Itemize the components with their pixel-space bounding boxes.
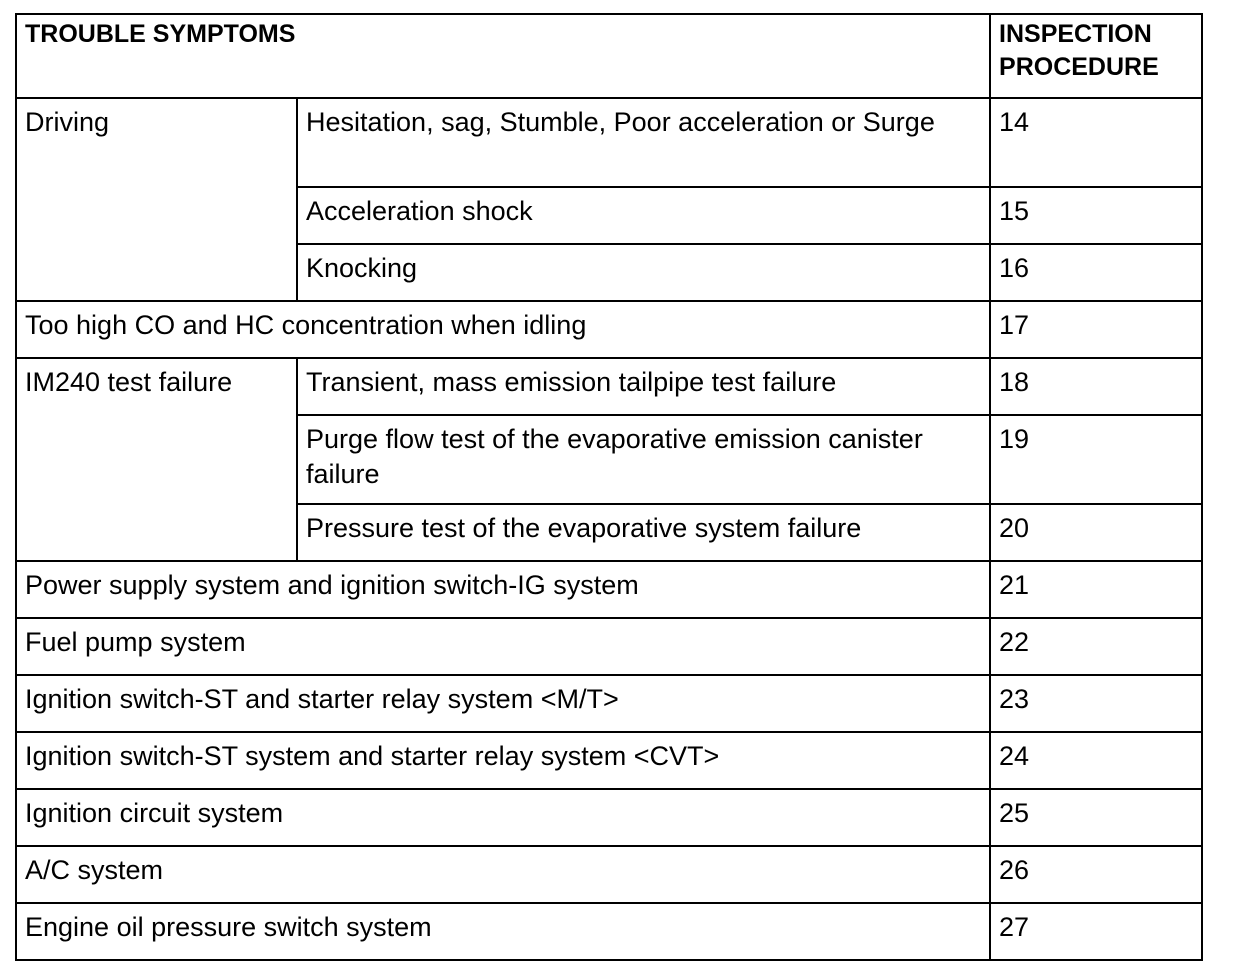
table-row [16,98,1202,187]
procedure-cell: 22 [990,618,1202,675]
table-row [16,618,1202,675]
symptom-cell: Knocking [297,244,990,301]
table-row [16,675,1202,732]
symptom-cell: Acceleration shock [297,187,990,244]
symptom-cell: Ignition circuit system [16,789,990,846]
procedure-cell: 25 [990,789,1202,846]
procedure-cell: 15 [990,187,1202,244]
table-header-row [16,14,1202,98]
symptom-cell: Ignition switch-ST and starter relay system <M/T> [16,675,990,732]
header-trouble-symptoms: TROUBLE SYMPTOMS [16,14,990,98]
symptom-cell: Engine oil pressure switch system [16,903,990,960]
symptom-cell: Hesitation, sag, Stumble, Poor acceleration or Surge [297,98,990,187]
group-im240: IM240 test failure [16,358,297,561]
symptom-cell: Too high CO and HC concentration when idling [16,301,990,358]
group-driving: Driving [16,98,297,301]
symptom-cell: A/C system [16,846,990,903]
procedure-cell: 26 [990,846,1202,903]
symptom-cell: Purge flow test of the evaporative emission canister failure [297,415,990,504]
symptom-cell: Transient, mass emission tailpipe test failure [297,358,990,415]
procedure-cell: 17 [990,301,1202,358]
table-row [16,358,1202,415]
procedure-cell: 18 [990,358,1202,415]
trouble-symptoms-table [15,13,1203,961]
table-row [16,301,1202,358]
procedure-cell: 20 [990,504,1202,561]
procedure-cell: 23 [990,675,1202,732]
procedure-cell: 21 [990,561,1202,618]
procedure-cell: 19 [990,415,1202,504]
table-row [16,903,1202,960]
symptom-cell: Power supply system and ignition switch-IG system [16,561,990,618]
symptom-cell: Pressure test of the evaporative system failure [297,504,990,561]
table-row [16,789,1202,846]
symptom-cell: Fuel pump system [16,618,990,675]
procedure-cell: 16 [990,244,1202,301]
procedure-cell: 14 [990,98,1202,187]
header-inspection-procedure: INSPECTION PROCEDURE [990,14,1202,98]
table-row [16,732,1202,789]
procedure-cell: 24 [990,732,1202,789]
table-row [16,561,1202,618]
table-row [16,846,1202,903]
procedure-cell: 27 [990,903,1202,960]
symptom-cell: Ignition switch-ST system and starter relay system <CVT> [16,732,990,789]
